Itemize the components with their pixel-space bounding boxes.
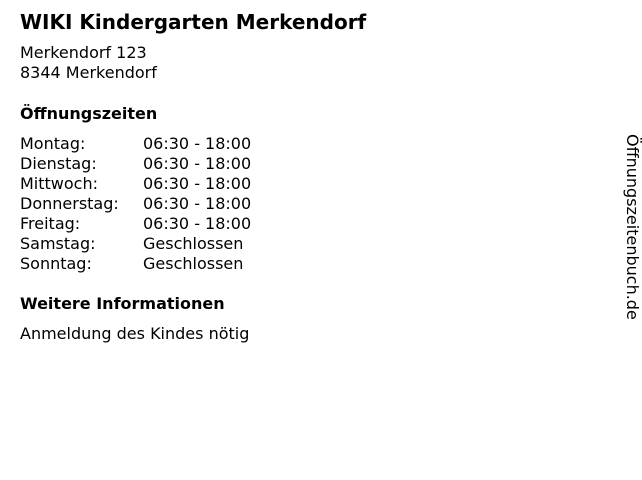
hours-day: Dienstag: <box>20 154 97 173</box>
hours-day: Samstag: <box>20 234 96 253</box>
opening-hours-heading: Öffnungszeiten <box>20 104 158 123</box>
hours-row-friday <box>20 214 320 234</box>
hours-row-saturday <box>20 234 320 254</box>
hours-row-tuesday <box>20 154 320 174</box>
address-city: 8344 Merkendorf <box>20 63 157 82</box>
further-info-text: Anmeldung des Kindes nötig <box>20 324 250 343</box>
address-street: Merkendorf 123 <box>20 43 147 62</box>
site-watermark: Öffnungszeitenbuch.de <box>623 134 642 320</box>
opening-hours-table <box>20 134 320 274</box>
hours-day: Sonntag: <box>20 254 92 273</box>
hours-time: Geschlossen <box>143 234 244 253</box>
hours-time: 06:30 - 18:00 <box>143 174 252 193</box>
hours-time: 06:30 - 18:00 <box>143 194 252 213</box>
hours-row-monday <box>20 134 320 154</box>
hours-day: Freitag: <box>20 214 81 233</box>
hours-day: Montag: <box>20 134 86 153</box>
hours-row-thursday <box>20 194 320 214</box>
address <box>20 43 157 83</box>
page-title: WIKI Kindergarten Merkendorf <box>20 10 367 34</box>
hours-row-wednesday <box>20 174 320 194</box>
further-info-heading: Weitere Informationen <box>20 294 225 313</box>
hours-day: Donnerstag: <box>20 194 119 213</box>
hours-time: 06:30 - 18:00 <box>143 214 252 233</box>
hours-time: 06:30 - 18:00 <box>143 134 252 153</box>
hours-row-sunday <box>20 254 320 274</box>
hours-time: Geschlossen <box>143 254 244 273</box>
hours-time: 06:30 - 18:00 <box>143 154 252 173</box>
hours-day: Mittwoch: <box>20 174 98 193</box>
